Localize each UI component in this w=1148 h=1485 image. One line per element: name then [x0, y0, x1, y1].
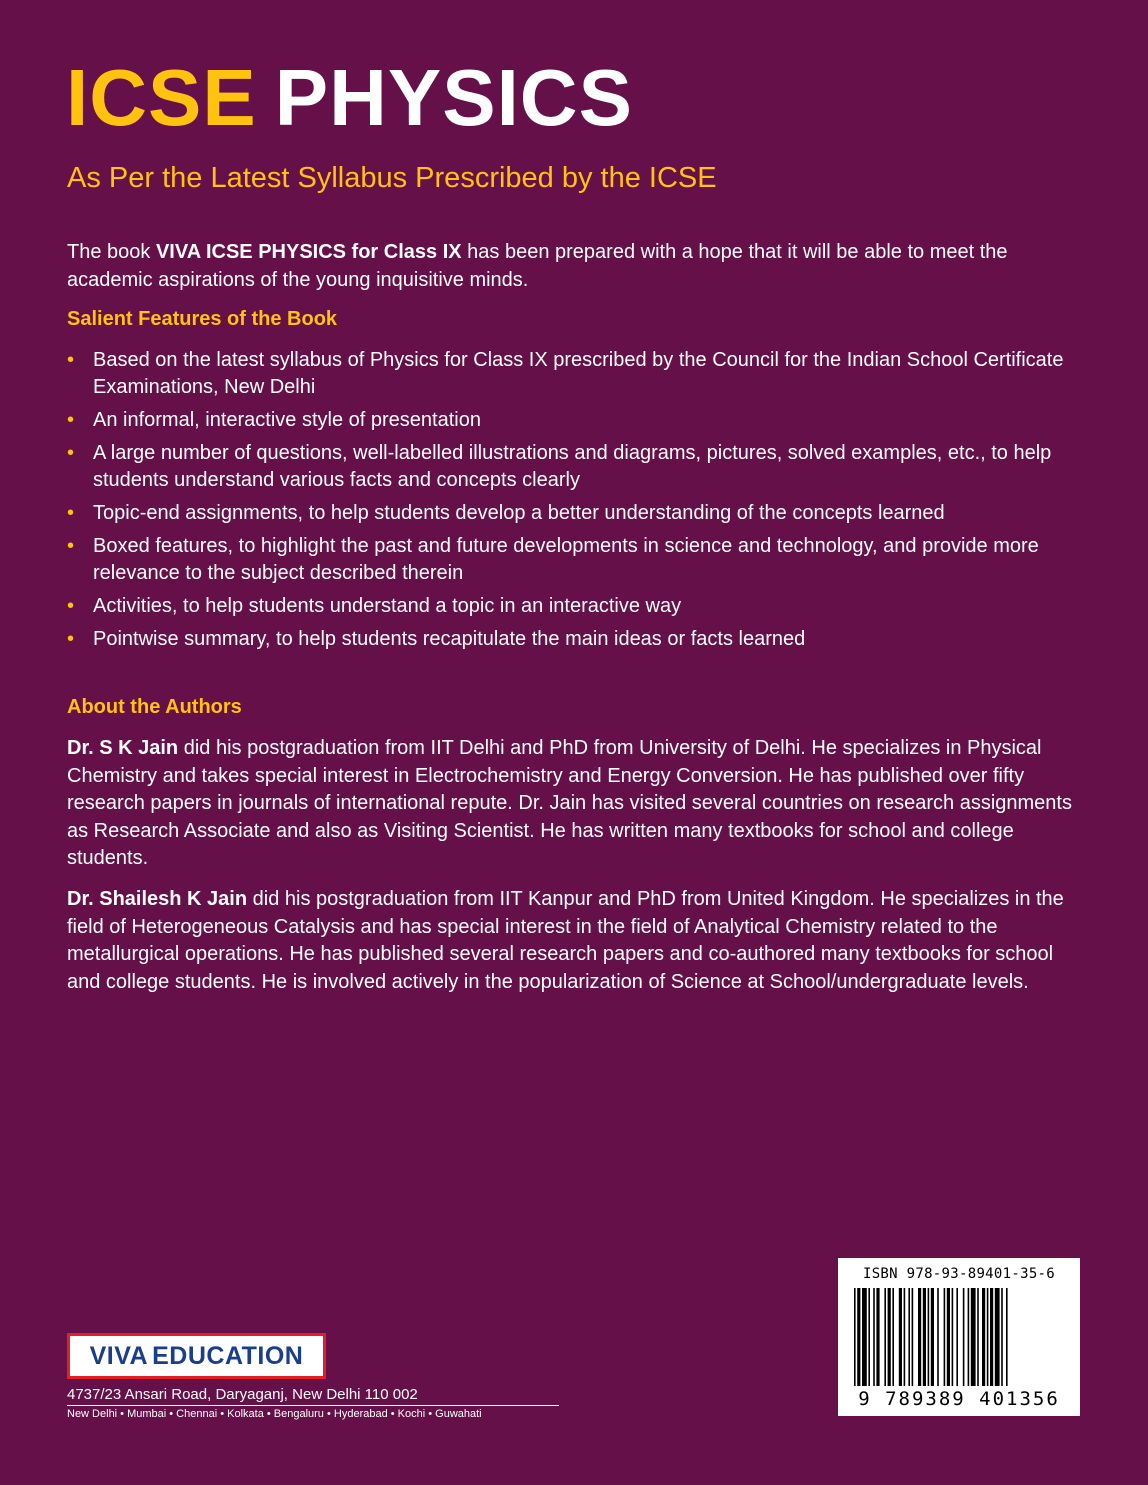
barcode-bar: [968, 1288, 970, 1386]
barcode-bar: [857, 1288, 860, 1386]
publisher-logo-text: [70, 1336, 323, 1376]
bullet-icon: •: [67, 535, 75, 557]
feature-text: Activities, to help students understand a topic in an interactive way: [93, 595, 682, 617]
logo-brand-viva: VIVA: [89, 1341, 149, 1370]
feature-text: Boxed features, to highlight the past and future developments in science and technology, and provide more relevance to the subject described therein: [93, 535, 1039, 584]
author-bio-text: did his postgraduation from IIT Kanpur and PhD from United Kingdom. He specializes in the field of Heterogeneous Catalysis and has special interest in the field of Analytical Chemistry related to the metallurgical operations. He has published several research papers and co-authored many textbooks for school and college students. He is involved actively in the popularization of Science at School/undergraduate levels.: [67, 888, 1064, 993]
barcode-bar: [990, 1288, 993, 1386]
barcode-icon: [854, 1288, 1064, 1386]
barcode-bar: [1006, 1288, 1008, 1386]
barcode-bar: [899, 1288, 902, 1386]
barcode-bar: [884, 1288, 886, 1386]
feature-item: [67, 626, 1067, 653]
barcode-bar: [944, 1288, 946, 1386]
barcode-bar: [868, 1288, 870, 1386]
author-bio: [67, 735, 1077, 873]
isbn-digits: 9 789389 401356: [858, 1388, 1060, 1410]
barcode-bar: [876, 1288, 879, 1386]
bullet-icon: •: [67, 628, 75, 650]
feature-text: Topic-end assignments, to help students develop a better understanding of the concepts learned: [93, 502, 945, 524]
feature-text: Pointwise summary, to help students recapitulate the main ideas or facts learned: [93, 628, 806, 650]
logo-brand-education: EDUCATION: [152, 1341, 304, 1370]
barcode-bar: [956, 1288, 958, 1386]
barcode-bar: [963, 1288, 965, 1386]
barcode-bar: [854, 1288, 856, 1386]
feature-item: [67, 533, 1067, 587]
barcode-bar: [912, 1288, 914, 1386]
author-name: Dr. Shailesh K Jain: [67, 888, 248, 910]
feature-item: [67, 593, 1067, 620]
barcode-bar: [1001, 1288, 1003, 1386]
bullet-icon: •: [67, 409, 75, 431]
author-bio-text: did his postgraduation from IIT Delhi and PhD from University of Delhi. He specializes in Physical Chemistry and takes special interest in Electrochemistry and Energy Conversion. He has published over fifty research papers in journals of international repute. Dr. Jain has visited several countries on research assignments as Research Associate and also as Visiting Scientist. He has written many textbooks for school and college students.: [67, 737, 1072, 869]
isbn-barcode-box: [838, 1258, 1080, 1416]
author-bio: [67, 886, 1077, 996]
barcode-bar: [918, 1288, 921, 1386]
feature-item: [67, 500, 1067, 527]
feature-text: Based on the latest syllabus of Physics for Class IX prescribed by the Council for the Indian School Certificate Examinations, New Delhi: [93, 349, 1064, 398]
barcode-bar: [931, 1288, 934, 1386]
feature-item: [67, 347, 1067, 401]
barcode-bar: [987, 1288, 989, 1386]
barcode-bar: [908, 1288, 910, 1386]
barcode-bar: [923, 1288, 926, 1386]
publisher-logo: [67, 1333, 326, 1379]
bullet-icon: •: [67, 595, 75, 617]
divider: [67, 1405, 559, 1406]
book-title: [66, 53, 633, 142]
publisher-cities: New Delhi • Mumbai • Chennai • Kolkata • Bengaluru • Hyderabad • Kochi • Guwahati: [67, 1408, 482, 1420]
barcode-bar: [977, 1288, 979, 1386]
book-subtitle: As Per the Latest Syllabus Prescribed by the ICSE: [67, 162, 717, 194]
title-icse: ICSE: [66, 53, 257, 142]
features-list: [67, 347, 1067, 659]
bullet-icon: •: [67, 442, 75, 464]
feature-text: An informal, interactive style of presentation: [93, 409, 481, 431]
barcode-bar: [888, 1288, 891, 1386]
barcode-bar: [892, 1288, 894, 1386]
author-name: Dr. S K Jain: [67, 737, 179, 759]
features-heading: Salient Features of the Book: [67, 308, 338, 330]
feature-item: [67, 440, 1067, 494]
authors-heading: About the Authors: [67, 696, 242, 718]
intro-suffix: has been prepared with a hope that it will be able to meet the academic aspirations of the young inquisitive minds.: [67, 241, 1008, 291]
barcode-bar: [982, 1288, 985, 1386]
intro-paragraph: [67, 238, 1077, 294]
barcode-bar: [937, 1288, 939, 1386]
bullet-icon: •: [67, 349, 75, 371]
publisher-address: 4737/23 Ansari Road, Daryaganj, New Delhi 110 002: [67, 1386, 418, 1403]
barcode-bar: [947, 1288, 950, 1386]
barcode-bar: [928, 1288, 930, 1386]
barcode-bar: [904, 1288, 906, 1386]
intro-book-name: VIVA ICSE PHYSICS for Class IX: [155, 241, 462, 263]
barcode-bar: [873, 1288, 875, 1386]
feature-text: A large number of questions, well-labelled illustrations and diagrams, pictures, solved examples, etc., to help students understand various facts and concepts clearly: [93, 442, 1052, 491]
barcode-bar: [971, 1288, 976, 1386]
barcode-bar: [952, 1288, 954, 1386]
bullet-icon: •: [67, 502, 75, 524]
isbn-label: ISBN 978-93-89401-35-6: [862, 1266, 1056, 1282]
barcode-bar: [862, 1288, 867, 1386]
title-physics: PHYSICS: [274, 53, 633, 142]
feature-item: [67, 407, 1067, 434]
barcode-bar: [995, 1288, 1000, 1386]
intro-prefix: The book: [67, 241, 156, 263]
